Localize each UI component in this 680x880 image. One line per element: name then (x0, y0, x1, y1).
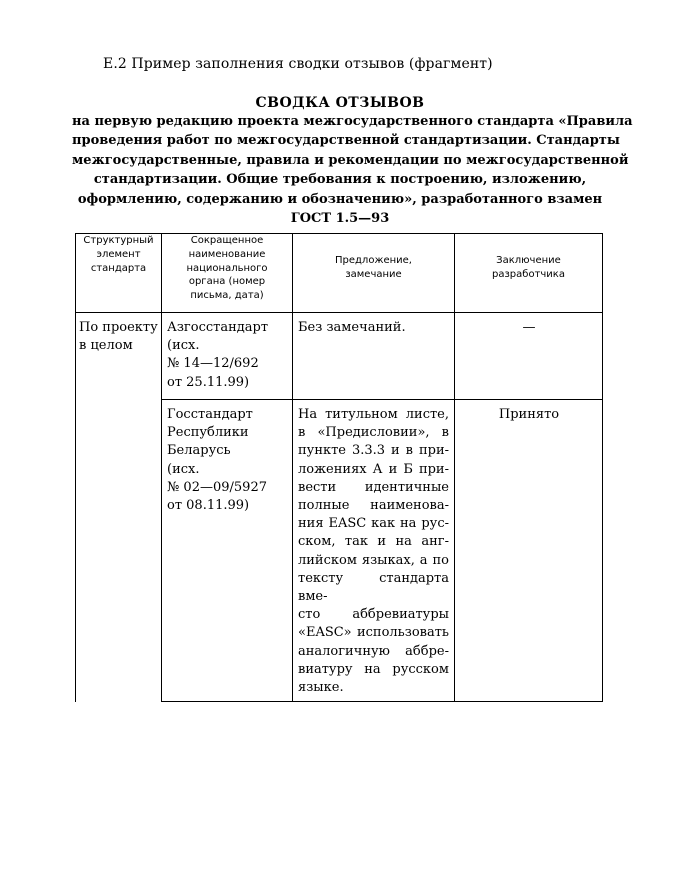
subtitle-line: оформлению, содержанию и обозначению», разработанного взамен (77, 191, 603, 207)
cell-line: По проекту (79, 320, 158, 335)
cell-line: сто аббревиатуры (298, 607, 449, 623)
subtitle-line: ГОСТ 1.5—93 (290, 211, 390, 227)
cell-line: (исх. (167, 338, 200, 354)
header-line: национального (186, 262, 268, 274)
header-organ-name (162, 234, 293, 313)
review-summary-table (75, 233, 603, 702)
subtitle-line: стандартизации. Общие требования к построению, изложению, (93, 172, 587, 188)
organ-cell (162, 400, 293, 702)
remark-cell (293, 313, 455, 400)
header-line: элемент (96, 248, 141, 260)
cell-line: полные наименова- (298, 498, 449, 514)
header-line: Сокращенное (190, 235, 264, 246)
cell-line: от 25.11.99) (167, 374, 250, 390)
table-header-row (76, 234, 603, 313)
header-line: замечание (345, 268, 402, 280)
cell-line: пункте 3.3.3 и в при- (298, 443, 449, 459)
cell-line: виатуру на русском (298, 661, 449, 677)
header-line: разработчика (492, 268, 565, 280)
cell-line: «EASC» использовать (298, 625, 449, 641)
cell-line: № 14—12/692 (167, 356, 259, 372)
cell-line: вести идентичные (298, 479, 449, 495)
cell-line: ния EASC как на рус- (298, 516, 449, 532)
remark-cell (293, 400, 455, 702)
subtitle-line: проведения работ по межгосударственной стандартизации. Стандарты (72, 133, 620, 149)
cell-line: тексту стандарта вме- (298, 570, 449, 605)
section-heading: Е.2 Пример заполнения сводки отзывов (фрагмент) (103, 56, 493, 72)
header-line: органа (номер (188, 276, 266, 288)
document-title: СВОДКА ОТЗЫВОВ (255, 95, 425, 111)
organ-cell (162, 313, 293, 400)
header-structural-element (76, 234, 162, 313)
cell-line: от 08.11.99) (167, 498, 250, 514)
cell-line: в «Предисловии», в (298, 425, 449, 441)
header-line: письма, дата) (190, 290, 264, 302)
subtitle-line: межгосударственные, правила и рекомендации по межгосударственной (72, 152, 629, 168)
subtitle-line: на первую редакцию проекта межгосударственного стандарта «Правила (72, 114, 633, 129)
cell-line: аналогичную аббре- (298, 643, 449, 659)
conclusion-cell (455, 313, 603, 400)
cell-line: языке. (298, 680, 344, 696)
conclusion-text: Принято (498, 407, 560, 422)
cell-line: Республики (167, 425, 249, 441)
cell-line: Без замечаний. (298, 320, 406, 335)
cell-line: Азгосстандарт (167, 320, 269, 335)
header-line: Предложение, (335, 255, 412, 266)
header-line: наименование (188, 248, 266, 260)
conclusion-cell (455, 400, 603, 702)
cell-line: в целом (79, 338, 133, 354)
cell-line: лийском языках, а по (298, 552, 449, 568)
header-developer-conclusion (455, 234, 603, 313)
header-line: стандарта (90, 262, 147, 274)
header-proposal (293, 234, 455, 313)
document-subtitle (72, 112, 633, 228)
cell-line: № 02—09/5927 (167, 479, 267, 495)
structural-element-cell (76, 313, 162, 702)
header-line: Структурный (83, 235, 154, 246)
cell-line: ложениях А и Б при- (298, 461, 449, 477)
cell-line: Беларусь (167, 443, 231, 459)
conclusion-text: — (522, 320, 536, 335)
cell-line: Госстандарт (167, 407, 253, 422)
cell-line: ском, так и на анг- (298, 534, 449, 550)
cell-line: На титульном листе, (298, 407, 449, 422)
cell-line: (исх. (167, 461, 200, 477)
header-line: Заключение (496, 255, 561, 266)
table-row (76, 313, 603, 400)
